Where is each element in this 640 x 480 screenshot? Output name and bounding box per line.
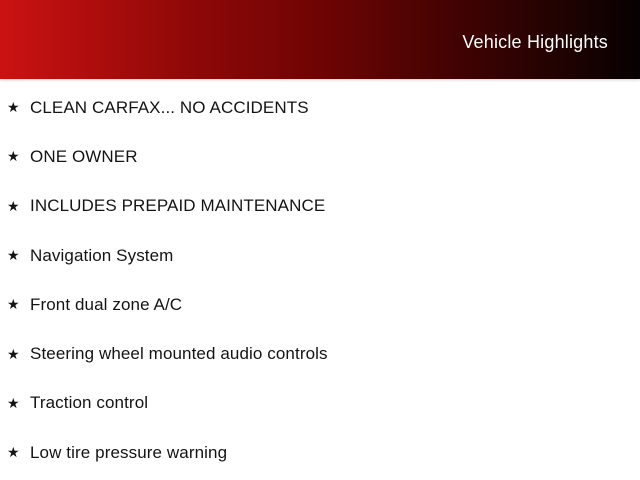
highlight-label: CLEAN CARFAX... NO ACCIDENTS [30, 97, 309, 117]
star-icon: ★ [7, 296, 20, 313]
page-title: Vehicle Highlights [462, 32, 608, 52]
highlight-label: Front dual zone A/C [30, 294, 183, 314]
list-item [0, 231, 640, 280]
highlight-label: ONE OWNER [30, 146, 138, 166]
list-item [0, 329, 640, 378]
star-icon: ★ [7, 345, 20, 362]
star-icon: ★ [7, 247, 20, 264]
highlight-label: Low tire pressure warning [30, 442, 228, 462]
list-item [0, 182, 640, 231]
highlight-label: Navigation System [30, 245, 174, 265]
list-item [0, 379, 640, 428]
header-banner [0, 0, 640, 79]
highlight-label: INCLUDES PREPAID MAINTENANCE [30, 196, 326, 216]
list-item [0, 280, 640, 329]
list-item [0, 428, 640, 477]
star-icon: ★ [7, 197, 20, 214]
star-icon: ★ [7, 444, 20, 461]
list-item [0, 83, 640, 132]
highlight-label: Traction control [30, 393, 149, 413]
star-icon: ★ [7, 99, 20, 116]
highlight-label: Steering wheel mounted audio controls [30, 344, 328, 364]
star-icon: ★ [7, 394, 20, 411]
vehicle-highlights-list [0, 79, 640, 477]
list-item [0, 132, 640, 181]
star-icon: ★ [7, 148, 20, 165]
